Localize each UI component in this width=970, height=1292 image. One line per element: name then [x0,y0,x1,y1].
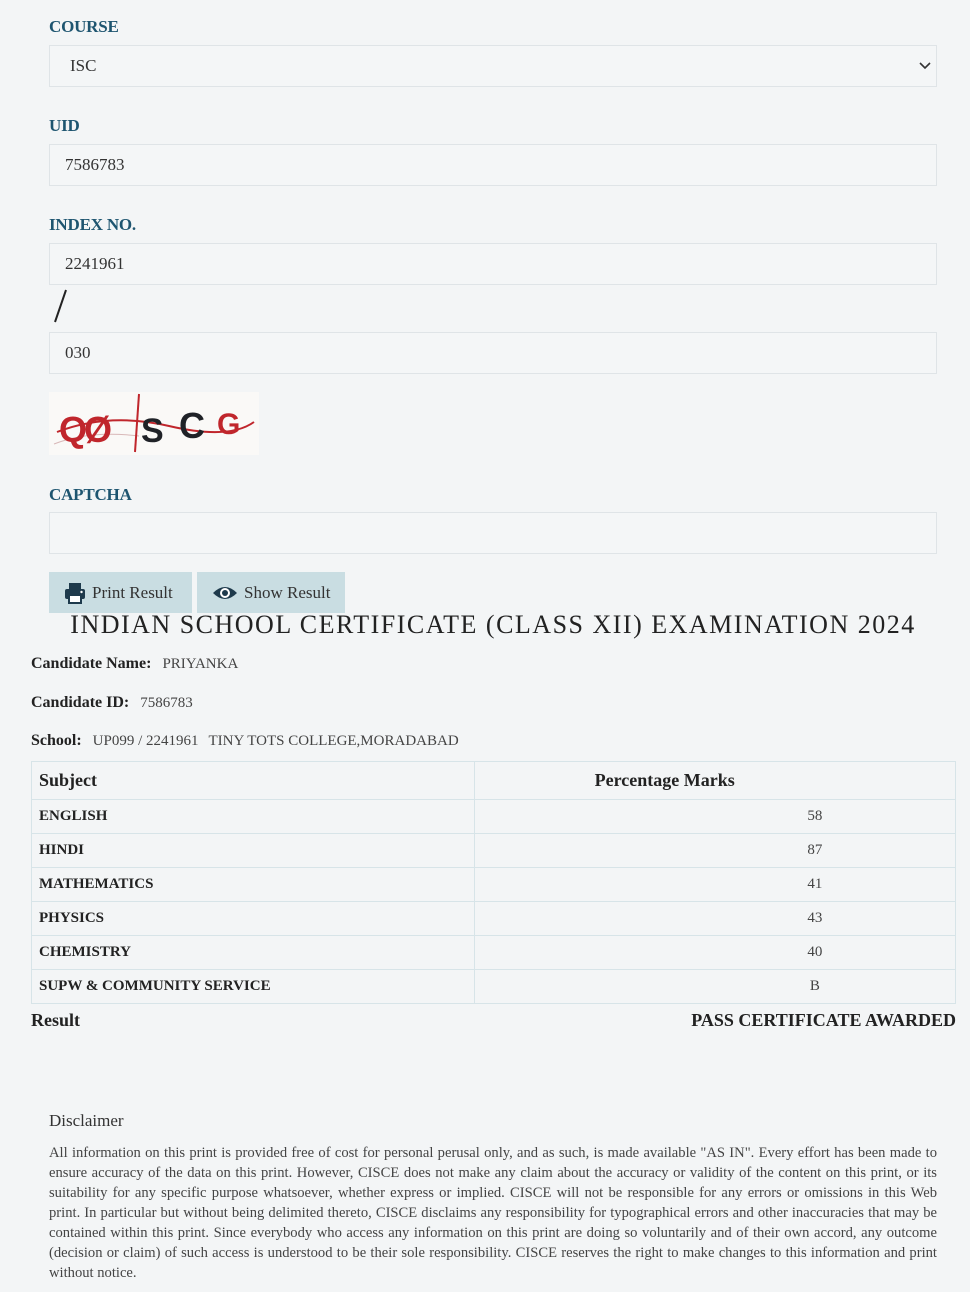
subject-cell: HINDI [32,834,475,868]
subject-cell: SUPW & COMMUNITY SERVICE [32,970,475,1004]
subject-cell: MATHEMATICS [32,868,475,902]
table-row [32,834,956,868]
table-row [32,970,956,1004]
result-label: Result [31,1010,80,1030]
subject-cell: CHEMISTRY [32,936,475,970]
index-input[interactable] [49,243,937,285]
marks-cell: 58 [474,800,955,834]
chevron-down-icon [918,60,932,72]
uid-input-value: 7586783 [65,155,125,174]
subject-cell: ENGLISH [32,800,475,834]
school-row [31,732,459,750]
show-result-button[interactable] [197,572,345,613]
svg-text:G: G [217,408,241,441]
index-label: INDEX NO. [49,215,136,234]
exam-title: INDIAN SCHOOL CERTIFICATE (CLASS XII) EXAMINATION 2024 [70,610,916,639]
candidate-id-row [31,694,193,712]
table-row [32,936,956,970]
marks-table [31,761,956,1004]
show-result-label: Show Result [244,582,331,602]
table-row [32,868,956,902]
print-result-button[interactable] [49,572,192,613]
school-label: School: [31,732,82,749]
captcha-label: CAPTCHA [49,485,132,504]
uid-input[interactable] [49,144,937,186]
uid-label: UID [49,116,80,135]
printer-icon [64,582,86,604]
table-header-row [32,762,956,800]
school-name: TINY TOTS COLLEGE,MORADABAD [208,733,459,749]
svg-text:QØ: QØ [59,409,110,450]
course-label: COURSE [49,17,119,36]
print-result-label: Print Result [92,582,173,602]
svg-text:C: C [179,405,203,446]
marks-cell: 87 [474,834,955,868]
subject-cell: PHYSICS [32,902,475,936]
eye-icon [212,584,238,602]
table-row [32,902,956,936]
candidate-name-label: Candidate Name: [31,655,152,672]
index-suffix-input[interactable] [49,332,937,374]
school-code: UP099 / 2241961 [92,733,199,749]
result-value: PASS CERTIFICATE AWARDED [691,1010,956,1030]
candidate-name-row [31,655,238,673]
svg-text:S: S [141,412,164,450]
candidate-id-label: Candidate ID: [31,694,130,711]
index-separator-slash [52,288,70,324]
course-select[interactable] [49,45,937,87]
index-input-value: 2241961 [65,254,125,273]
marks-cell: B [474,970,955,1004]
table-row [32,800,956,834]
percentage-header: Percentage Marks [474,762,955,800]
course-selected-value: ISC [70,56,97,75]
candidate-name-value: PRIYANKA [162,656,239,672]
marks-cell: 43 [474,902,955,936]
disclaimer-text: All information on this print is provided free of cost for personal perusal only, and as such, is made available "AS IN". Every effort has been made to ensure accuracy of the data on this print. However, CISCE does not make any claim about the accuracy or validity of the content on this print, or its suitability for any specific purpose whatsoever, whether express or implied. CISCE will not be responsible for any errors or omissions in this Web print. In particular but without being delimited thereto, CISCE disclaims any responsibility for typographical errors and other inaccuracies that may be contained within this print. Since everybody who access any information on this print are doing so voluntarily and of their own accord, any outcome (decision or claim) of such access is understood to be their sole responsibility. CISCE reserves the right to make changes to this information and print without notice. [49,1145,937,1281]
marks-cell: 40 [474,936,955,970]
marks-cell: 41 [474,868,955,902]
candidate-id-value: 7586783 [140,695,193,711]
disclaimer-title: Disclaimer [49,1111,124,1130]
captcha-input[interactable] [49,512,937,554]
svg-text:/: / [52,288,53,289]
index-suffix-value: 030 [65,343,91,362]
subject-header: Subject [32,762,475,800]
captcha-image [49,392,259,455]
